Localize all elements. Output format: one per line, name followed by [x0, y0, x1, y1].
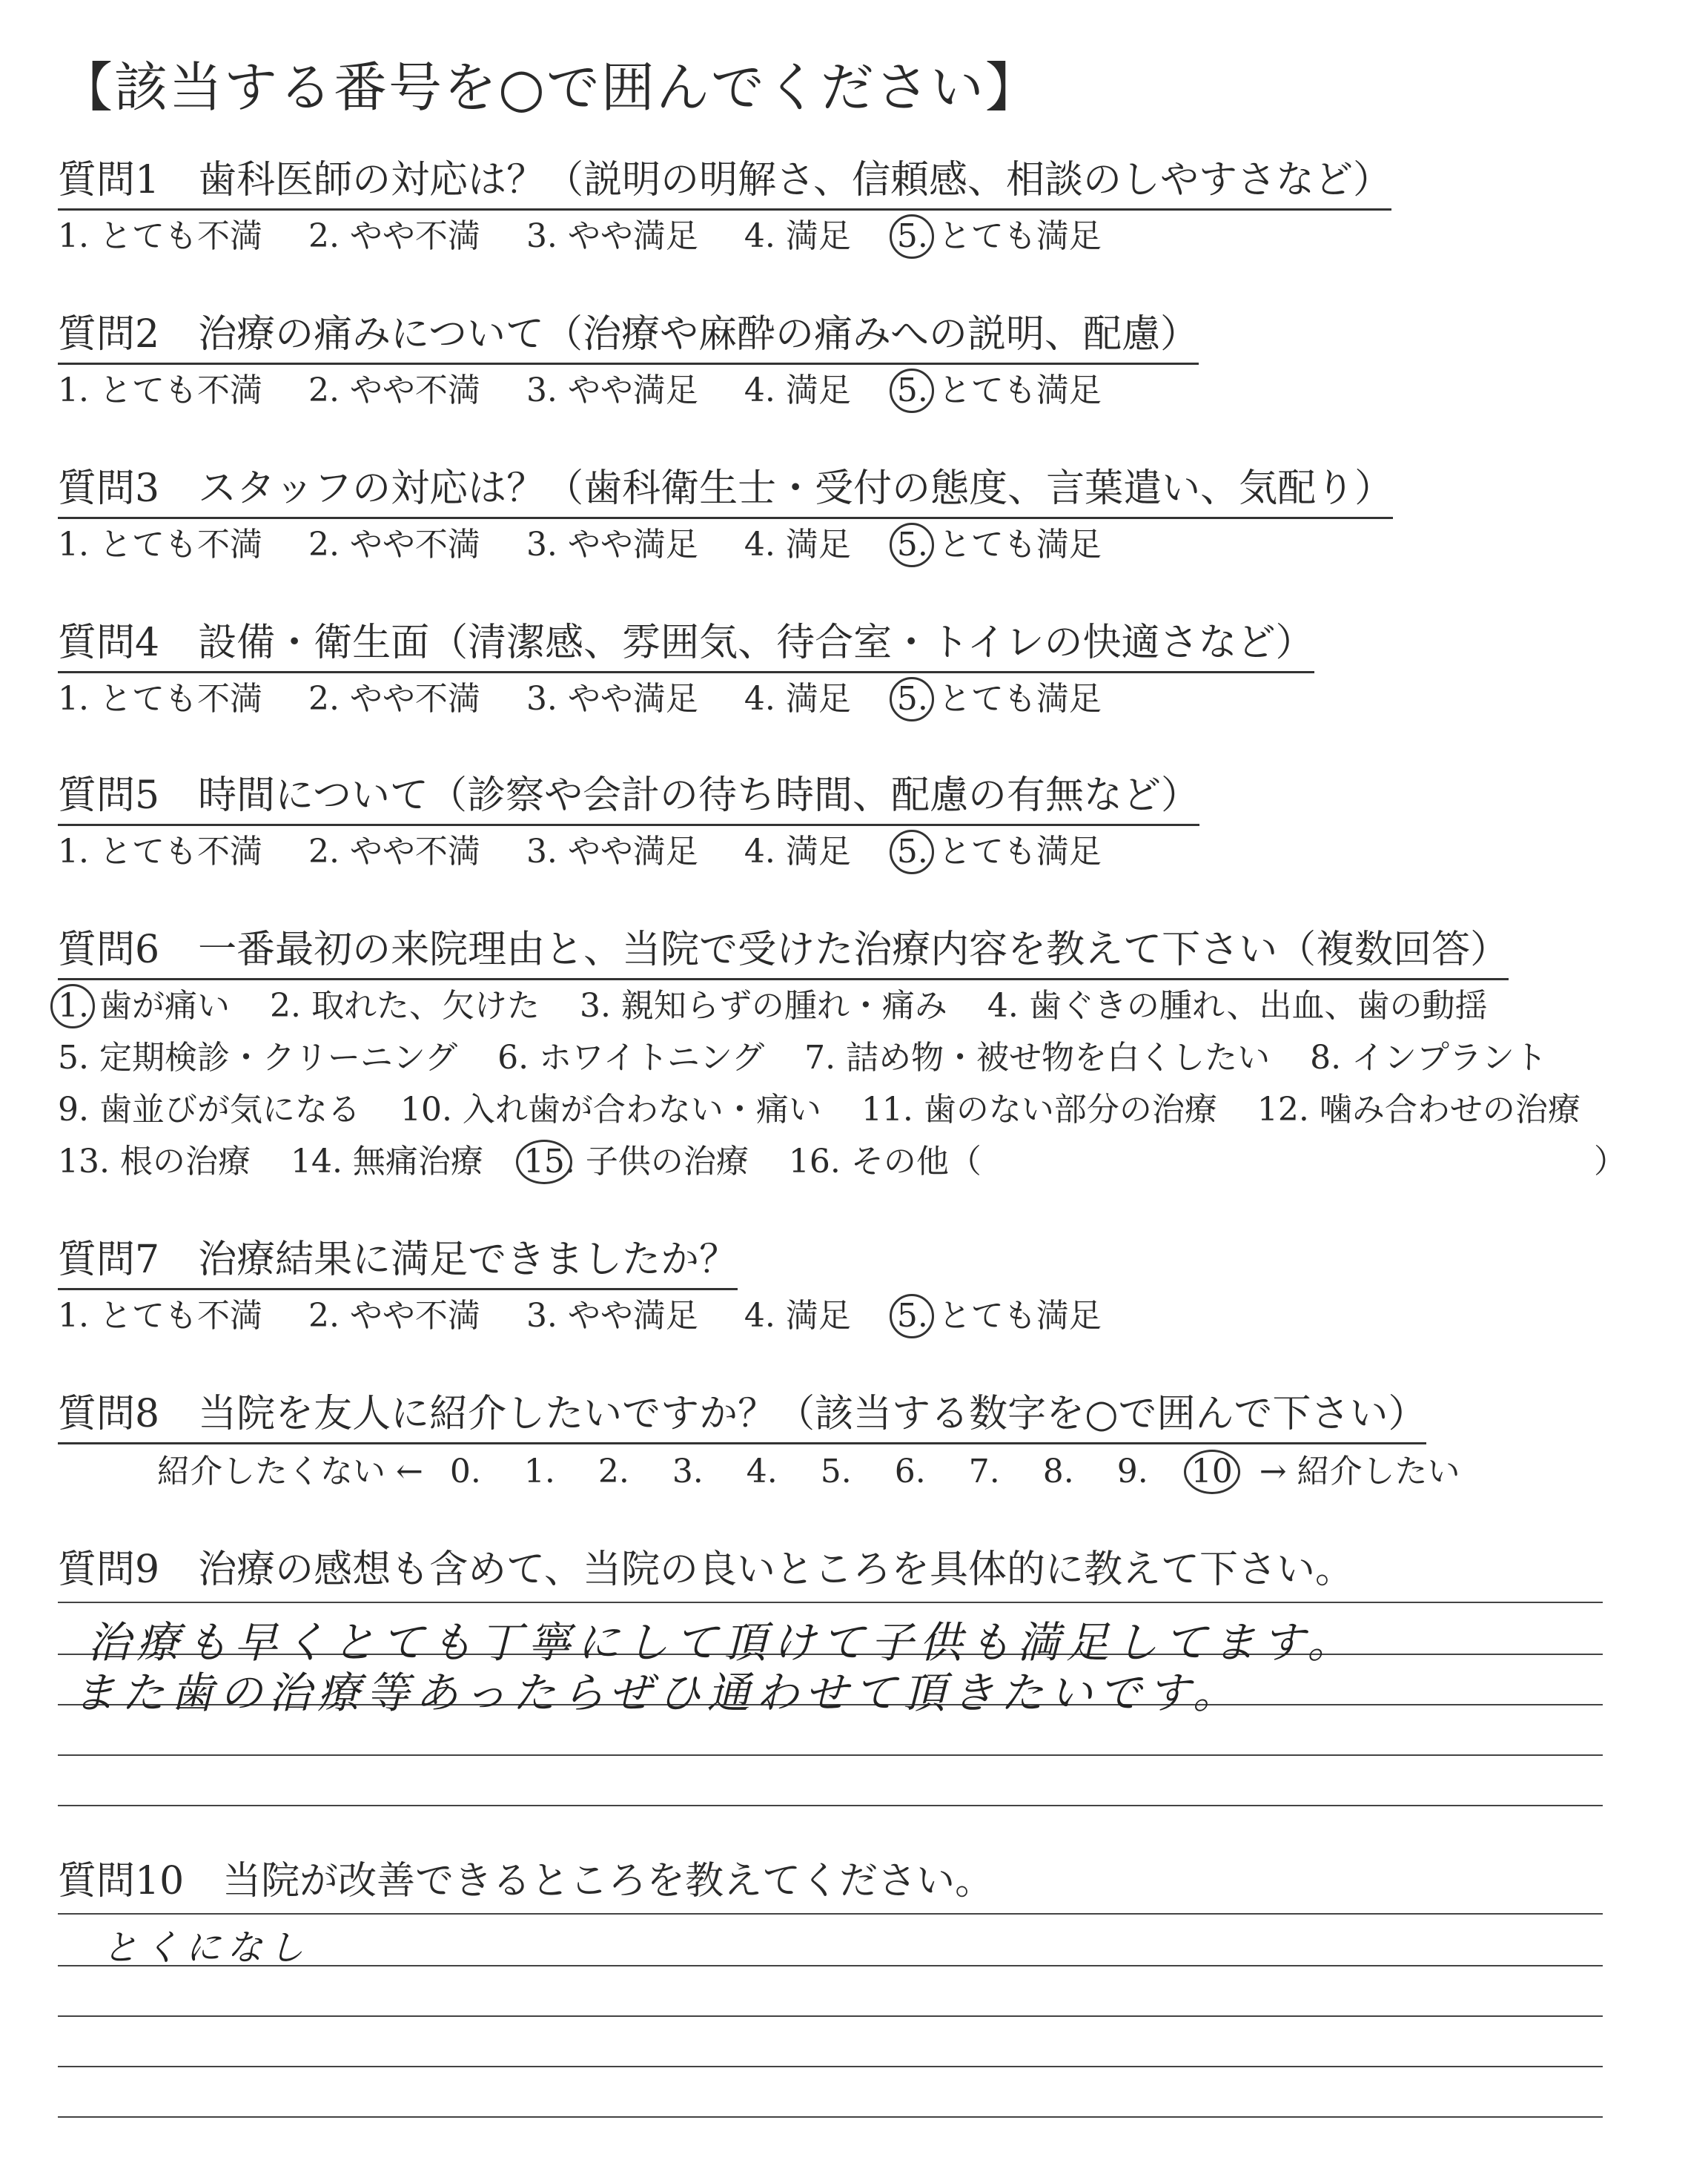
- q6-other-close-paren: ）: [1594, 1143, 1626, 1180]
- q6-row-3: [58, 1083, 1610, 1130]
- form-title: 【該当する番号を○で囲んでください】: [59, 56, 1040, 119]
- q8-option-1[interactable]: 1.: [523, 1453, 555, 1490]
- q6-option-3[interactable]: 3. 親知らずの腫れ・痛み: [579, 987, 947, 1025]
- q8-option-2[interactable]: 2.: [598, 1453, 629, 1490]
- q5-option-2[interactable]: 2. やや不満: [308, 833, 480, 871]
- q1-option-2[interactable]: 2. やや不満: [308, 217, 480, 255]
- q7-option-5-label: とても満足: [938, 1297, 1102, 1335]
- q2-option-4[interactable]: 4. 満足: [744, 371, 851, 409]
- q5-option-5-circled[interactable]: 5.: [896, 833, 928, 871]
- q5-option-4[interactable]: 4. 満足: [744, 833, 851, 871]
- q7-option-2[interactable]: 2. やや不満: [308, 1297, 480, 1335]
- q6-option-1-label: 歯が痛い: [99, 987, 230, 1025]
- q1-option-5-label: とても満足: [938, 217, 1102, 255]
- q6-option-5[interactable]: 5. 定期検診・クリーニング: [58, 1039, 458, 1077]
- q8-heading: 質問8 当院を友人に紹介したいですか？（該当する数字を○で囲んで下さい）: [58, 1382, 1426, 1444]
- q8-left-label: 紹介したくない ←: [157, 1453, 423, 1490]
- q8-option-3[interactable]: 3.: [672, 1453, 704, 1490]
- q6-row-4: [58, 1135, 1011, 1182]
- q10-line-3: [58, 2015, 1603, 2017]
- q8-option-9[interactable]: 9.: [1116, 1453, 1148, 1490]
- q6-heading: 質問6 一番最初の来院理由と、当院で受けた治療内容を教えて下さい（複数回答）: [58, 918, 1509, 980]
- q10-line-5: [58, 2116, 1603, 2118]
- q3-option-1[interactable]: 1. とても不満: [58, 526, 262, 564]
- q7-option-1[interactable]: 1. とても不満: [58, 1297, 262, 1335]
- q5-option-1[interactable]: 1. とても不満: [58, 833, 262, 871]
- q3-option-2[interactable]: 2. やや不満: [308, 526, 480, 564]
- q6-option-12[interactable]: 12. 噛み合わせの治療: [1257, 1091, 1580, 1129]
- q9-answer-line-1[interactable]: 治療も早くとても丁寧にして頂けて子供も満足してます。: [87, 1617, 1357, 1668]
- q6-option-2[interactable]: 2. 取れた、欠けた: [269, 987, 540, 1025]
- q6-option-13[interactable]: 13. 根の治療: [58, 1143, 251, 1180]
- q9-answer-line-2[interactable]: また歯の治療等あったらぜひ通わせて頂きたいです。: [73, 1668, 1242, 1718]
- q6-option-6[interactable]: 6. ホワイトニング: [497, 1039, 765, 1077]
- q6-option-4[interactable]: 4. 歯ぐきの腫れ、出血、歯の動揺: [987, 987, 1488, 1025]
- q8-option-8[interactable]: 8.: [1042, 1453, 1074, 1490]
- q2-options: [58, 363, 1137, 411]
- q3-options: [58, 518, 1137, 565]
- q5-option-3[interactable]: 3. やや満足: [526, 833, 698, 871]
- q1-option-5-circled[interactable]: 5.: [896, 217, 928, 255]
- q6-row-1: [58, 979, 1517, 1026]
- q2-option-5-circled[interactable]: 5.: [896, 371, 928, 409]
- q2-option-5-label: とても満足: [938, 371, 1102, 409]
- q4-option-3[interactable]: 3. やや満足: [526, 680, 698, 718]
- q2-option-2[interactable]: 2. やや不満: [308, 371, 480, 409]
- q7-heading: 質問7 治療結果に満足できましたか？: [58, 1228, 738, 1290]
- q7-option-4[interactable]: 4. 満足: [744, 1297, 851, 1335]
- q3-option-5-label: とても満足: [938, 526, 1102, 564]
- q1-heading: 質問1 歯科医師の対応は？（説明の明解さ、信頼感、相談のしやすさなど）: [58, 148, 1391, 211]
- q1-options: [58, 209, 1137, 257]
- q3-option-5-circled[interactable]: 5.: [896, 526, 928, 564]
- q9-line-5: [58, 1805, 1603, 1806]
- q10-line-4: [58, 2066, 1603, 2067]
- q3-option-3[interactable]: 3. やや満足: [526, 526, 698, 564]
- q6-option-15-label: 子供の治療: [585, 1143, 749, 1180]
- q3-heading: 質問3 スタッフの対応は？（歯科衛生士・受付の態度、言葉遣い、気配り）: [58, 457, 1393, 519]
- q8-option-10-circled[interactable]: 10: [1191, 1453, 1233, 1490]
- q8-option-0[interactable]: 0.: [449, 1453, 481, 1490]
- q6-option-10[interactable]: 10. 入れ歯が合わない・痛い: [400, 1091, 821, 1129]
- q5-heading: 質問5 時間について（診察や会計の待ち時間、配慮の有無など）: [58, 764, 1199, 826]
- q4-heading: 質問4 設備・衛生面（清潔感、雰囲気、待合室・トイレの快適さなど）: [58, 611, 1314, 673]
- q8-right-label: → 紹介したい: [1259, 1453, 1460, 1490]
- q2-heading: 質問2 治療の痛みについて（治療や麻酔の痛みへの説明、配慮）: [58, 303, 1199, 365]
- q4-option-5-circled[interactable]: 5.: [896, 680, 928, 718]
- q5-options: [58, 825, 1137, 872]
- q4-option-1[interactable]: 1. とても不満: [58, 680, 262, 718]
- q9-line-1: [58, 1602, 1603, 1603]
- q4-option-4[interactable]: 4. 満足: [744, 680, 851, 718]
- q1-option-4[interactable]: 4. 満足: [744, 217, 851, 255]
- q1-option-3[interactable]: 3. やや満足: [526, 217, 698, 255]
- q3-option-4[interactable]: 4. 満足: [744, 526, 851, 564]
- q6-option-16[interactable]: 16. その他（: [788, 1143, 982, 1180]
- q9-heading: 質問9 治療の感想も含めて、当院の良いところを具体的に教えて下さい。: [58, 1548, 1354, 1592]
- q4-options: [58, 672, 1137, 719]
- q6-option-14[interactable]: 14. 無痛治療: [290, 1143, 483, 1180]
- q6-option-9[interactable]: 9. 歯並びが気になる: [58, 1091, 360, 1129]
- q6-option-15-circled[interactable]: 15.: [523, 1143, 575, 1180]
- q4-option-2[interactable]: 2. やや不満: [308, 680, 480, 718]
- q2-option-3[interactable]: 3. やや満足: [526, 371, 698, 409]
- q7-options: [58, 1289, 1137, 1336]
- q10-heading: 質問10 当院が改善できるところを教えてください。: [58, 1859, 994, 1903]
- q7-option-5-circled[interactable]: 5.: [896, 1297, 928, 1335]
- q8-option-4[interactable]: 4.: [746, 1453, 778, 1490]
- q5-option-5-label: とても満足: [938, 833, 1102, 871]
- q8-option-5[interactable]: 5.: [820, 1453, 852, 1490]
- q4-option-5-label: とても満足: [938, 680, 1102, 718]
- q8-option-7[interactable]: 7.: [968, 1453, 1000, 1490]
- q9-line-4: [58, 1754, 1603, 1756]
- q6-row-2: [58, 1031, 1577, 1078]
- q8-scale: [157, 1444, 1460, 1492]
- q6-option-1-circled[interactable]: 1.: [58, 987, 89, 1025]
- q2-option-1[interactable]: 1. とても不満: [58, 371, 262, 409]
- q7-option-3[interactable]: 3. やや満足: [526, 1297, 698, 1335]
- q6-option-7[interactable]: 7. 詰め物・被せ物を白くしたい: [804, 1039, 1271, 1077]
- q1-option-1[interactable]: 1. とても不満: [58, 217, 262, 255]
- q6-option-8[interactable]: 8. インプラント: [1310, 1039, 1548, 1077]
- q6-option-11[interactable]: 11. 歯のない部分の治療: [861, 1091, 1217, 1129]
- q10-line-1: [58, 1913, 1603, 1915]
- q8-option-6[interactable]: 6.: [894, 1453, 926, 1490]
- q10-answer-line-1[interactable]: とくになし: [102, 1927, 311, 1969]
